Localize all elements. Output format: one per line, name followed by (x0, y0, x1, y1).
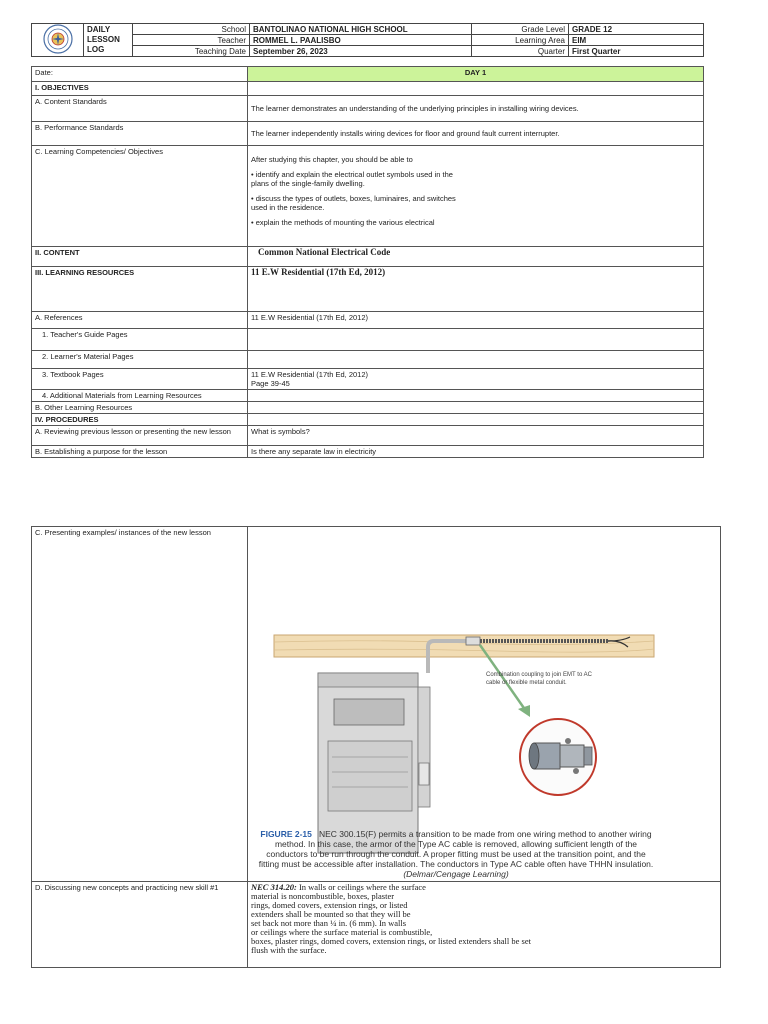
deped-seal-logo (32, 24, 84, 57)
competencies-label: C. Learning Competencies/ Objectives (32, 146, 248, 247)
teacher-value: ROMMEL L. PAALISBO (250, 35, 472, 46)
teacher-label: Teacher (133, 35, 250, 46)
dll-title: DAILY LESSON LOG (84, 24, 133, 57)
learning-resources-value: 11 E.W Residential (17th Ed, 2012) (248, 267, 704, 312)
grade-level-value: GRADE 12 (569, 24, 704, 35)
header-table (31, 23, 704, 57)
additional-materials-value (248, 390, 704, 402)
performance-standards-label: B. Performance Standards (32, 122, 248, 146)
learning-resources-heading: III. LEARNING RESOURCES (32, 267, 248, 312)
other-resources-value (248, 402, 704, 414)
figure-caption: FIGURE 2-15 NEC 300.15(F) permits a transition to be made from one wiring method to another wiring method. In this case, the armor of the Type AC cable is removed, allowing sufficient length of the conductors to be run through the conduit. A proper fitting must be used at the transition point, and the fitting must be accessible after installation. The conductors in Type AC cable often have THHN insulation. (Delmar/Cengage Learning) (258, 829, 654, 879)
references-value: 11 E.W Residential (17th Ed, 2012) (248, 312, 704, 329)
other-resources-label: B. Other Learning Resources (32, 402, 248, 414)
quarter-label: Quarter (472, 46, 569, 57)
learning-area-label: Learning Area (472, 35, 569, 46)
learning-area-value: EIM (569, 35, 704, 46)
performance-standards-value: The learner independently installs wiring devices for floor and ground fault current interrupter. (248, 122, 704, 146)
references-label: A. References (32, 312, 248, 329)
date-label: Date: (32, 67, 248, 82)
presenting-figure-cell (248, 527, 721, 882)
content-standards-value: The learner demonstrates an understanding of the underlying principles in installing wiring devices. (248, 96, 704, 122)
day-header: DAY 1 (248, 67, 704, 82)
school-label: School (133, 24, 250, 35)
competencies-value: After studying this chapter, you should be able to • identify and explain the electrical outlet symbols used in the plans of the single-family dwelling. • discuss the types of outlets, boxes, luminaires, and switches used in the residence. • explain the methods of mounting the various electrical (248, 146, 704, 247)
content-heading: II. CONTENT (32, 247, 248, 267)
teaching-date-label: Teaching Date (133, 46, 250, 57)
lesson-plan-table (31, 66, 704, 458)
textbook-value: 11 E.W Residential (17th Ed, 2012) Page 39-45 (248, 369, 704, 390)
quarter-value: First Quarter (569, 46, 704, 57)
additional-materials-label: 4. Additional Materials from Learning Resources (32, 390, 248, 402)
discussing-label: D. Discussing new concepts and practicing new skill #1 (32, 882, 248, 968)
grade-level-label: Grade Level (472, 24, 569, 35)
discussing-value: NEC 314.20: In walls or ceilings where the surface material is noncombustible, boxes, plaster rings, domed covers, extension rings, or listed extenders shall be mounted so that they will be set back not more than ¼ in. (6 mm). In walls or ceilings where the surface material is combustible, boxes, plaster rings, domed covers, extension rings, or listed extenders shall be set flush with the surface. (248, 882, 721, 968)
establishing-label: B. Establishing a purpose for the lesson (32, 446, 248, 458)
content-standards-label: A. Content Standards (32, 96, 248, 122)
reviewing-label: A. Reviewing previous lesson or presenting the new lesson (32, 426, 248, 446)
learners-material-value (248, 351, 704, 369)
establishing-value: Is there any separate law in electricity (248, 446, 704, 458)
procedures-heading: IV. PROCEDURES (32, 414, 248, 426)
textbook-label: 3. Textbook Pages (32, 369, 248, 390)
learners-material-label: 2. Learner's Material Pages (32, 351, 248, 369)
teachers-guide-value (248, 329, 704, 351)
teaching-date-value: September 26, 2023 (250, 46, 472, 57)
school-value: BANTOLINAO NATIONAL HIGH SCHOOL (250, 24, 472, 35)
teachers-guide-label: 1. Teacher's Guide Pages (32, 329, 248, 351)
objectives-heading: I. OBJECTIVES (32, 82, 248, 96)
seal-icon (43, 24, 73, 54)
presenting-label: C. Presenting examples/ instances of the new lesson (32, 527, 248, 882)
reviewing-value: What is symbols? (248, 426, 704, 446)
procedures-table (31, 526, 721, 968)
content-value: Common National Electrical Code (248, 247, 704, 267)
figure-callout: Combination coupling to join EMT to AC cable or flexible metal conduit. (486, 672, 592, 686)
